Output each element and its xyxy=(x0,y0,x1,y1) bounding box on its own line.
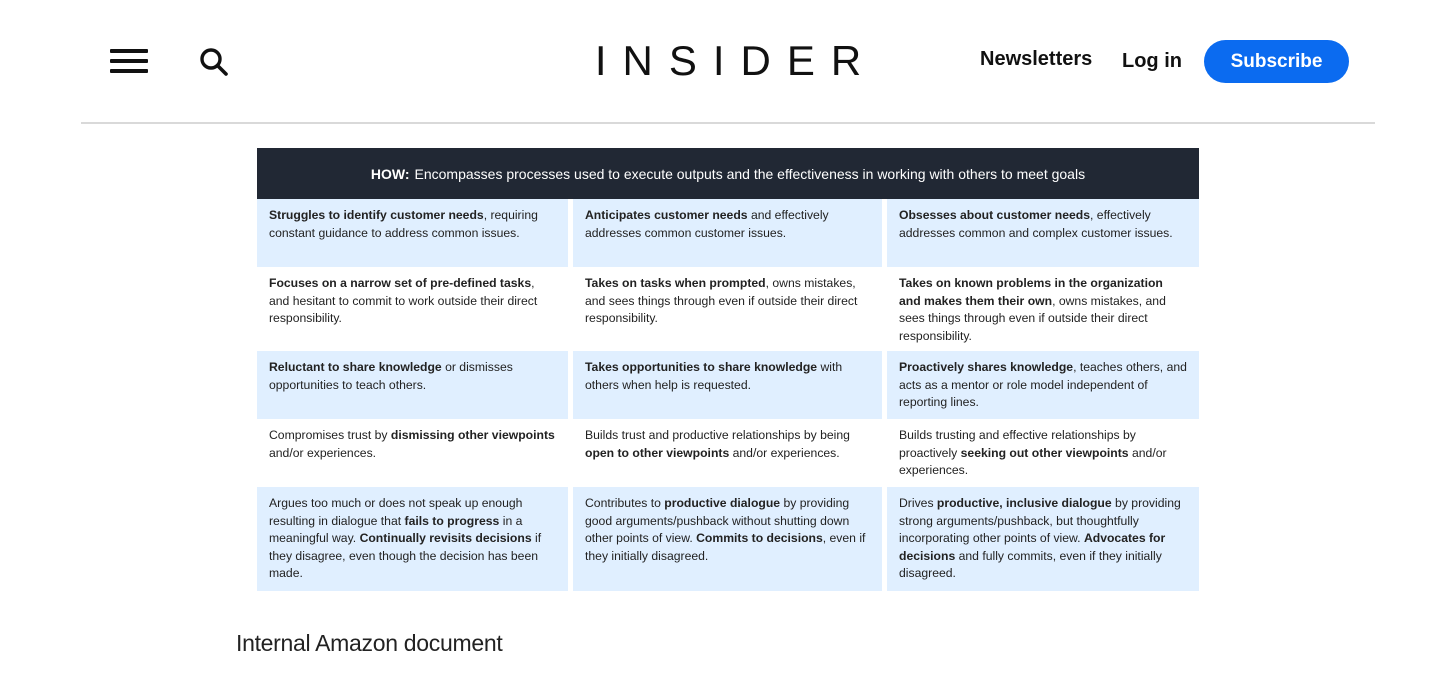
table-cell xyxy=(573,419,882,487)
menu-icon[interactable] xyxy=(108,47,150,75)
table-cell xyxy=(573,351,882,419)
cell-bold-text: productive, inclusive dialogue xyxy=(936,496,1112,510)
cell-text: Drives xyxy=(899,496,937,510)
cell-text: , and hesitant to commit to work outside their direct responsibility. xyxy=(269,276,538,326)
cell-text: Compromises trust by xyxy=(269,428,391,442)
cell-text: in a meaningful way. xyxy=(269,513,523,546)
newsletters-link[interactable]: Newsletters xyxy=(980,48,1093,70)
article-figure xyxy=(236,136,1218,604)
cell-bold-text: productive dialogue xyxy=(664,496,781,510)
table-header xyxy=(257,148,1199,199)
insider-logo[interactable] xyxy=(580,36,876,86)
cell-bold-text: Struggles to identify customer needs xyxy=(269,208,484,222)
table-cell xyxy=(887,351,1199,419)
subscribe-button[interactable]: Subscribe xyxy=(1204,40,1349,83)
cell-text: and fully commits, even if they initially disagreed. xyxy=(899,548,1162,581)
cell-bold-text: Takes on known problems in the organization and makes them their own xyxy=(899,276,1163,308)
cell-text: Builds trust and productive relationships by being xyxy=(585,428,850,442)
cell-bold-text: Advocates for decisions xyxy=(899,531,1166,563)
cell-bold-text: Continually revisits decisions xyxy=(359,531,532,546)
login-link[interactable]: Log in xyxy=(1122,50,1182,72)
competency-table xyxy=(257,148,1199,591)
cell-bold-text: Anticipates customer needs xyxy=(585,208,748,222)
cell-text: and effectively addresses common customer issues. xyxy=(585,208,829,240)
cell-bold-text: Reluctant to share knowledge xyxy=(269,360,442,374)
cell-text: Contributes to xyxy=(585,496,665,510)
cell-text: with others when help is requested. xyxy=(585,360,843,392)
header-divider xyxy=(81,122,1375,124)
how-description: Encompasses processes used to execute outputs and the effectiveness in working with others to meet goals xyxy=(414,165,1086,182)
cell-bold-text: open to other viewpoints xyxy=(585,445,730,460)
cell-bold-text: Focuses on a narrow set of pre-defined tasks xyxy=(269,276,532,290)
table-cell xyxy=(257,419,568,487)
cell-bold-text: Obsesses about customer needs xyxy=(899,208,1091,222)
table-cell xyxy=(573,487,882,591)
cell-text: and/or experiences. xyxy=(269,445,377,460)
how-label: HOW: xyxy=(370,165,410,182)
cell-text: and/or experiences. xyxy=(729,445,840,460)
cell-text: , owns mistakes, and sees things through even if outside their direct responsibility. xyxy=(585,276,858,326)
figure-caption: Internal Amazon document xyxy=(236,630,503,656)
cell-bold-text: Commits to decisions xyxy=(696,531,823,546)
table-cell xyxy=(257,199,568,267)
table-cell xyxy=(573,199,882,267)
cell-text: , requiring constant guidance to address common issues. xyxy=(269,208,538,240)
table-cell xyxy=(887,199,1199,267)
cell-text: , even if they initially disagreed. xyxy=(585,531,866,563)
logo-text: INSIDER xyxy=(594,37,878,84)
cell-text: , effectively addresses common and complex customer issues. xyxy=(899,208,1173,240)
cell-text: , teaches others, and acts as a mentor or role model independent of reporting lines. xyxy=(899,360,1187,410)
cell-bold-text: dismissing other viewpoints xyxy=(390,428,555,442)
site-header xyxy=(0,0,1456,124)
table-cell xyxy=(257,267,568,351)
table-cell xyxy=(887,419,1199,487)
cell-text: and/or experiences. xyxy=(899,445,1167,478)
cell-bold-text: Takes on tasks when prompted xyxy=(585,276,766,290)
table-cell xyxy=(887,267,1199,351)
cell-text: if they disagree, even though the decision has been made. xyxy=(269,531,542,581)
cell-bold-text: Takes opportunities to share knowledge xyxy=(585,360,818,374)
table-cell xyxy=(887,487,1199,591)
cell-text: , owns mistakes, and sees things through even if outside their direct responsibility. xyxy=(899,293,1166,343)
cell-text: Builds trusting and effective relationships by proactively xyxy=(899,428,1136,460)
search-icon[interactable] xyxy=(196,44,232,80)
cell-text: by providing good arguments/pushback without shutting down other points of view. xyxy=(585,496,850,546)
cell-text: or dismisses opportunities to teach others. xyxy=(269,360,513,392)
cell-bold-text: seeking out other viewpoints xyxy=(960,445,1129,460)
table-cell xyxy=(573,267,882,351)
table-cell xyxy=(257,351,568,419)
cell-text: by providing strong arguments/pushback, but thoughtfully incorporating other points of view. xyxy=(899,496,1181,546)
cell-text: Argues too much or does not speak up enough resulting in dialogue that xyxy=(269,496,523,528)
cell-bold-text: fails to progress xyxy=(404,513,500,528)
table-grid xyxy=(257,199,1199,591)
cell-bold-text: Proactively shares knowledge xyxy=(899,360,1074,374)
table-cell xyxy=(257,487,568,591)
